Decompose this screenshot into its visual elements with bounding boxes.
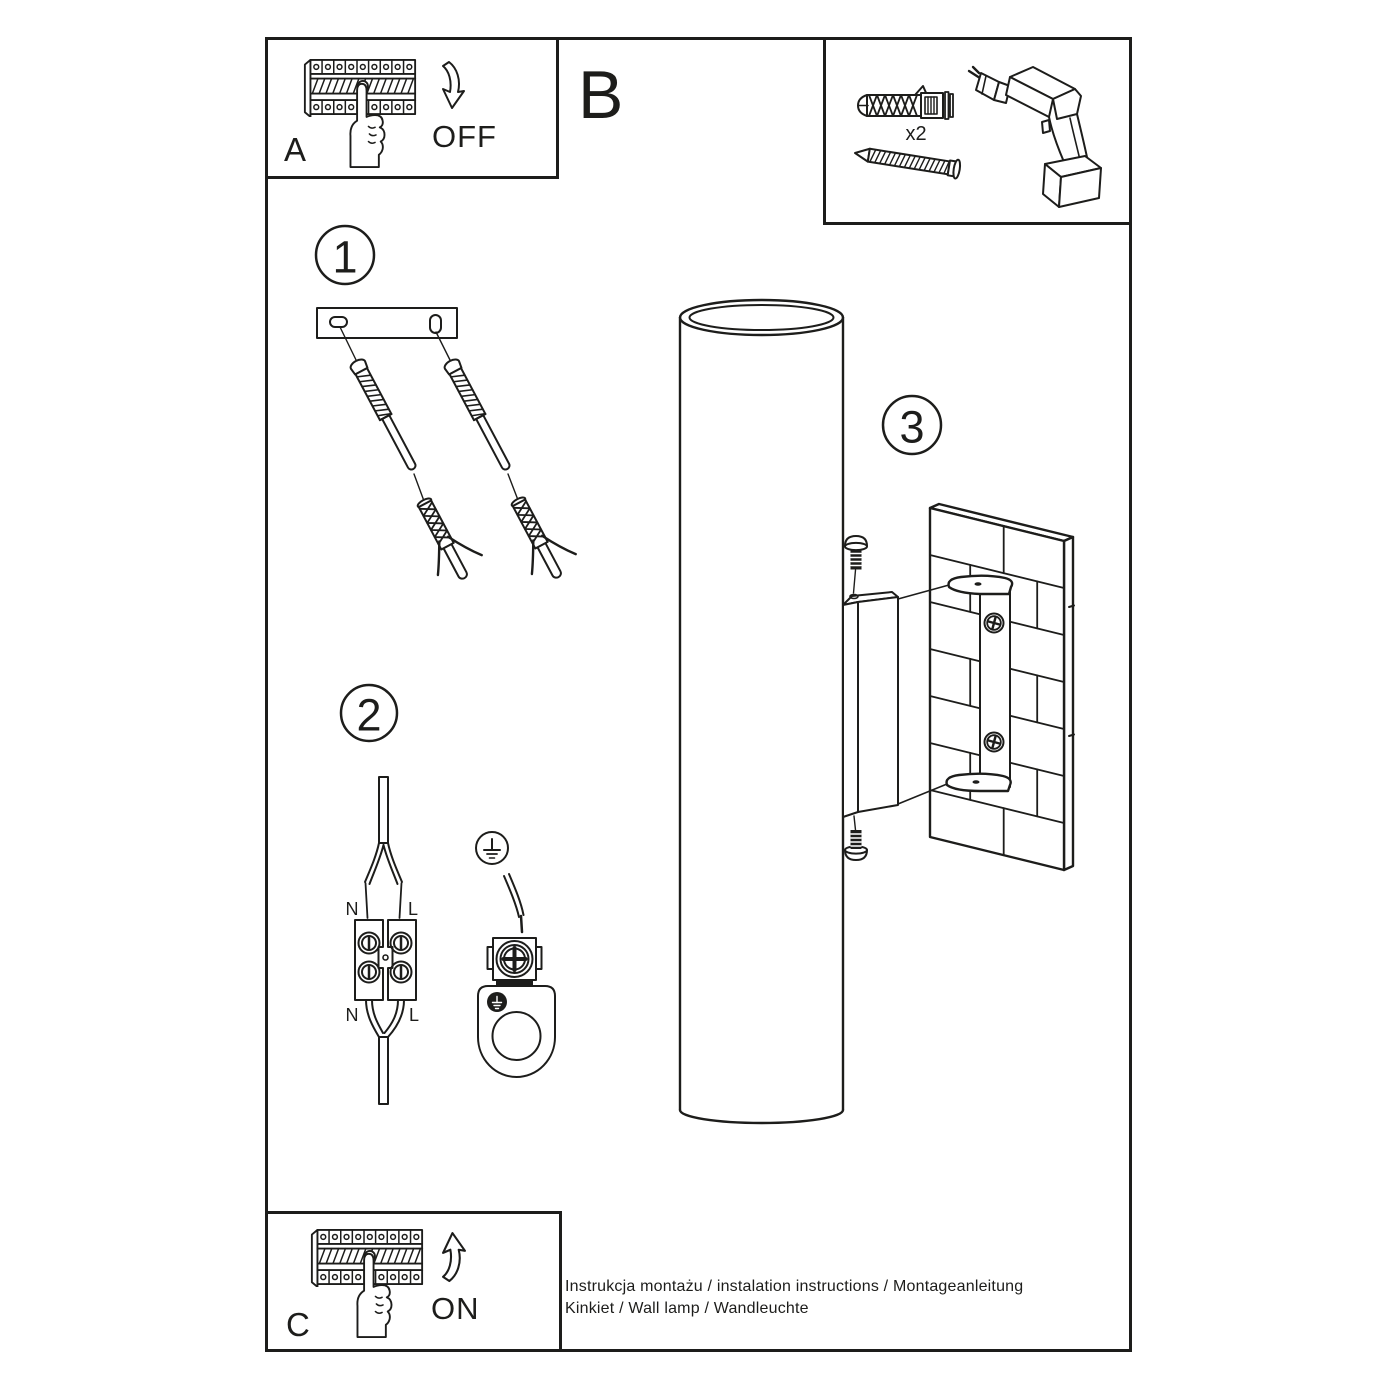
mains-cable (365, 777, 402, 918)
power-off-illustration (265, 37, 559, 179)
step-2-illustration (330, 680, 570, 1110)
bracket-screw-icon (985, 733, 1004, 752)
on-arrow-icon (443, 1233, 465, 1281)
step-3-number: 3 (899, 401, 925, 453)
wall-anchor-icon (404, 488, 488, 588)
neutral-label-bottom: N (345, 1005, 359, 1025)
box-a-label: A (284, 131, 307, 168)
step-2-number: 2 (356, 689, 382, 741)
footer-text (565, 1276, 1023, 1320)
fixings-kit-illustration (823, 37, 1132, 225)
set-screw-icon (845, 816, 867, 860)
screw-icon (443, 357, 515, 472)
step-3-illustration (640, 290, 1140, 1130)
earth-clamp-icon (478, 938, 555, 1077)
off-label: OFF (432, 119, 497, 154)
mains-cable (379, 1037, 388, 1104)
lamp-tube (680, 300, 843, 1123)
bracket-screw-icon (985, 614, 1004, 633)
step-1-number: 1 (332, 231, 358, 283)
drill-icon (969, 67, 1101, 207)
earth-symbol-icon (476, 832, 508, 864)
quantity-label: x2 (905, 123, 927, 145)
footer-line-2: Kinkiet / Wall lamp / Wandleuchte (565, 1300, 809, 1317)
off-arrow-icon (443, 62, 464, 108)
live-label-bottom: L (408, 1005, 420, 1025)
screw-icon (854, 144, 962, 179)
live-label-top: L (407, 899, 419, 919)
box-c-label: C (286, 1306, 310, 1343)
section-b-label: B (578, 57, 624, 133)
step-1-illustration (300, 225, 590, 600)
mounting-slab (843, 592, 898, 817)
footer-line-1: Instrukcja montażu / instalation instructions / Montageanleitung (565, 1278, 1024, 1295)
terminal-block-icon (355, 920, 416, 1000)
screw-icon (349, 357, 421, 472)
wall-anchor-icon (498, 487, 582, 587)
set-screw-icon (845, 536, 867, 593)
wall-plug-icon (858, 86, 953, 119)
on-label: ON (431, 1291, 480, 1326)
neutral-label-top: N (345, 899, 359, 919)
